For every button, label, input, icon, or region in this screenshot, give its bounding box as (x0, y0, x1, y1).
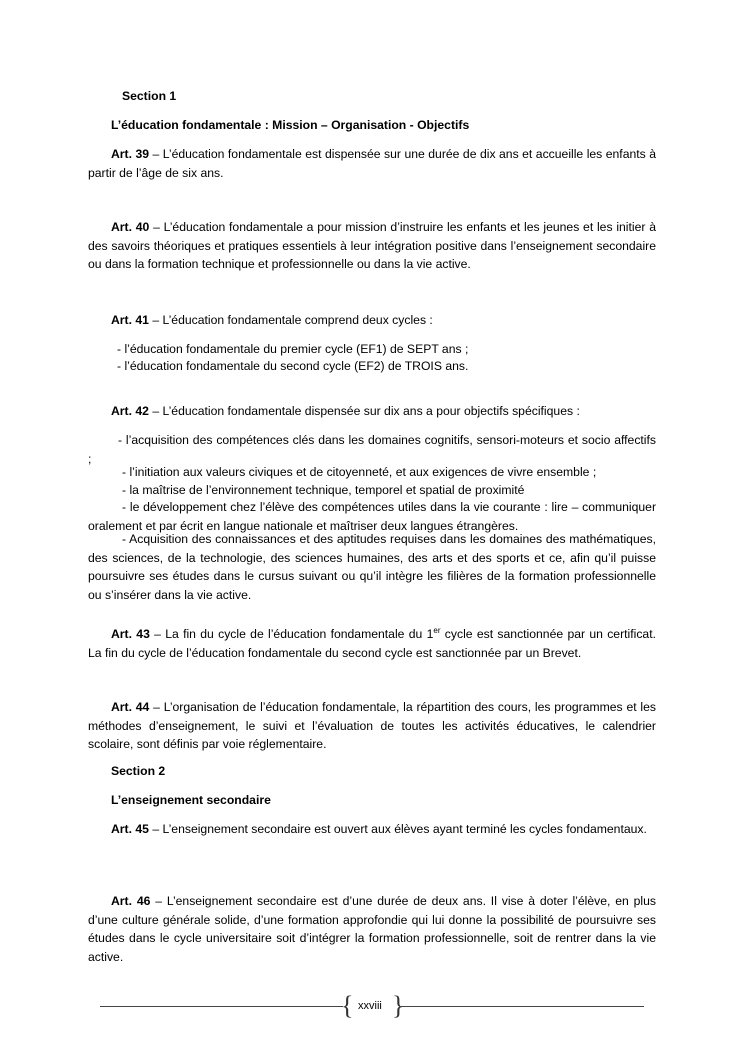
article-43-superscript: er (433, 625, 441, 635)
footer-rule-left (100, 1006, 343, 1007)
article-42-item: - l’acquisition des compétences clés dans les domaines cognitifs, sensori-moteurs et socio affectifs ; (88, 433, 656, 466)
article-40-text: – L’éducation fondamentale a pour mission d’instruire les enfants et les jeunes et les initier à des savoirs théoriques et pratiques essentiels à leur intégration positive dans l’enseignement secondaire ou dans la formation technique et professionnelle ou dans la vie active. (88, 220, 656, 272)
article-45-text: – L’enseignement secondaire est ouvert aux élèves ayant terminé les cycles fondamentaux. (148, 822, 647, 836)
right-brace-icon: } (392, 991, 405, 1020)
page-footer (100, 990, 644, 1020)
article-45-label: Art. 45 (111, 822, 149, 836)
article-46 (88, 892, 656, 966)
article-39-text: – L’éducation fondamentale est dispensée sur une durée de dix ans et accueille les enfants à partir de l’âge de six ans. (88, 147, 656, 180)
article-39 (88, 145, 656, 182)
article-43 (88, 625, 656, 662)
article-46-text: – L’enseignement secondaire est d’une durée de deux ans. Il vise à doter l’élève, en plus d’une culture générale solide, d’une formation approfondie qui lui donne la possibilité de poursuivre ses études dans le cycle universitaire soit d’intégrer la formation professionnelle, soit de rentrer dans la vie active. (88, 894, 656, 964)
left-brace-icon: { (341, 991, 354, 1020)
article-40 (88, 218, 656, 274)
article-42-item: - Acquisition des connaissances et des aptitudes requises dans les domaines des mathématiques, des sciences, de la technologie, des sciences humaines, des arts et des sports et ce, afin qu’il puisse poursuivre ses études dans le cursus suivant ou qu’il intègre les filières de la formation professionnelle ou s’insérer dans la vie active. (88, 532, 656, 602)
section-1-title: L’éducation fondamentale : Mission – Organisation - Objectifs (111, 118, 470, 132)
article-44-text: – L’organisation de l’éducation fondamentale, la répartition des cours, les programmes et les méthodes d’enseignement, le suivi et l’évaluation de toutes les activités éducatives, le calendrier scolaire, sont définis par voie réglementaire. (88, 700, 656, 752)
article-44 (88, 698, 656, 754)
article-42-text: – L’éducation fondamentale dispensée sur dix ans a pour objectifs spécifiques : (148, 404, 580, 418)
article-41-item: - l’éducation fondamentale du second cycle (EF2) de TROIS ans. (117, 359, 469, 373)
article-43-text-a: – La fin du cycle de l’éducation fondamentale du 1 (149, 627, 434, 641)
article-43-text-b: cycle est sanctionnée par un certificat. La fin du cycle de l’éducation fondamentale du second cycle est sanctionnée par un Brevet. (88, 627, 656, 660)
article-43-label: Art. 43 (111, 627, 150, 641)
section-2-title: L’enseignement secondaire (111, 793, 271, 807)
article-39-label: Art. 39 (111, 147, 150, 161)
article-41 (88, 311, 656, 330)
section-2-heading: Section 2 (111, 764, 166, 778)
article-42-item: - la maîtrise de l’environnement technique, temporel et spatial de proximité (122, 483, 525, 497)
footer-rule-right (399, 1006, 644, 1007)
article-45 (88, 820, 656, 839)
article-41-text: – L’éducation fondamentale comprend deux cycles : (148, 313, 433, 327)
article-41-item: - l’éducation fondamentale du premier cycle (EF1) de SEPT ans ; (117, 342, 469, 356)
article-44-label: Art. 44 (111, 700, 150, 714)
article-42 (88, 402, 656, 421)
article-40-label: Art. 40 (111, 220, 150, 234)
article-41-label: Art. 41 (111, 313, 149, 327)
article-42-item: - l’initiation aux valeurs civiques et de citoyenneté, et aux exigences de vivre ensemble ; (122, 465, 597, 479)
article-46-label: Art. 46 (111, 894, 151, 908)
page-number: xxviii (358, 1000, 382, 1012)
article-42-item: - le développement chez l’élève des compétences utiles dans la vie courante : lire – communiquer oralement et par écrit en langue nationale et maîtriser deux langues étrangères. (88, 500, 656, 533)
section-1-heading: Section 1 (122, 89, 177, 103)
article-42-label: Art. 42 (111, 404, 149, 418)
